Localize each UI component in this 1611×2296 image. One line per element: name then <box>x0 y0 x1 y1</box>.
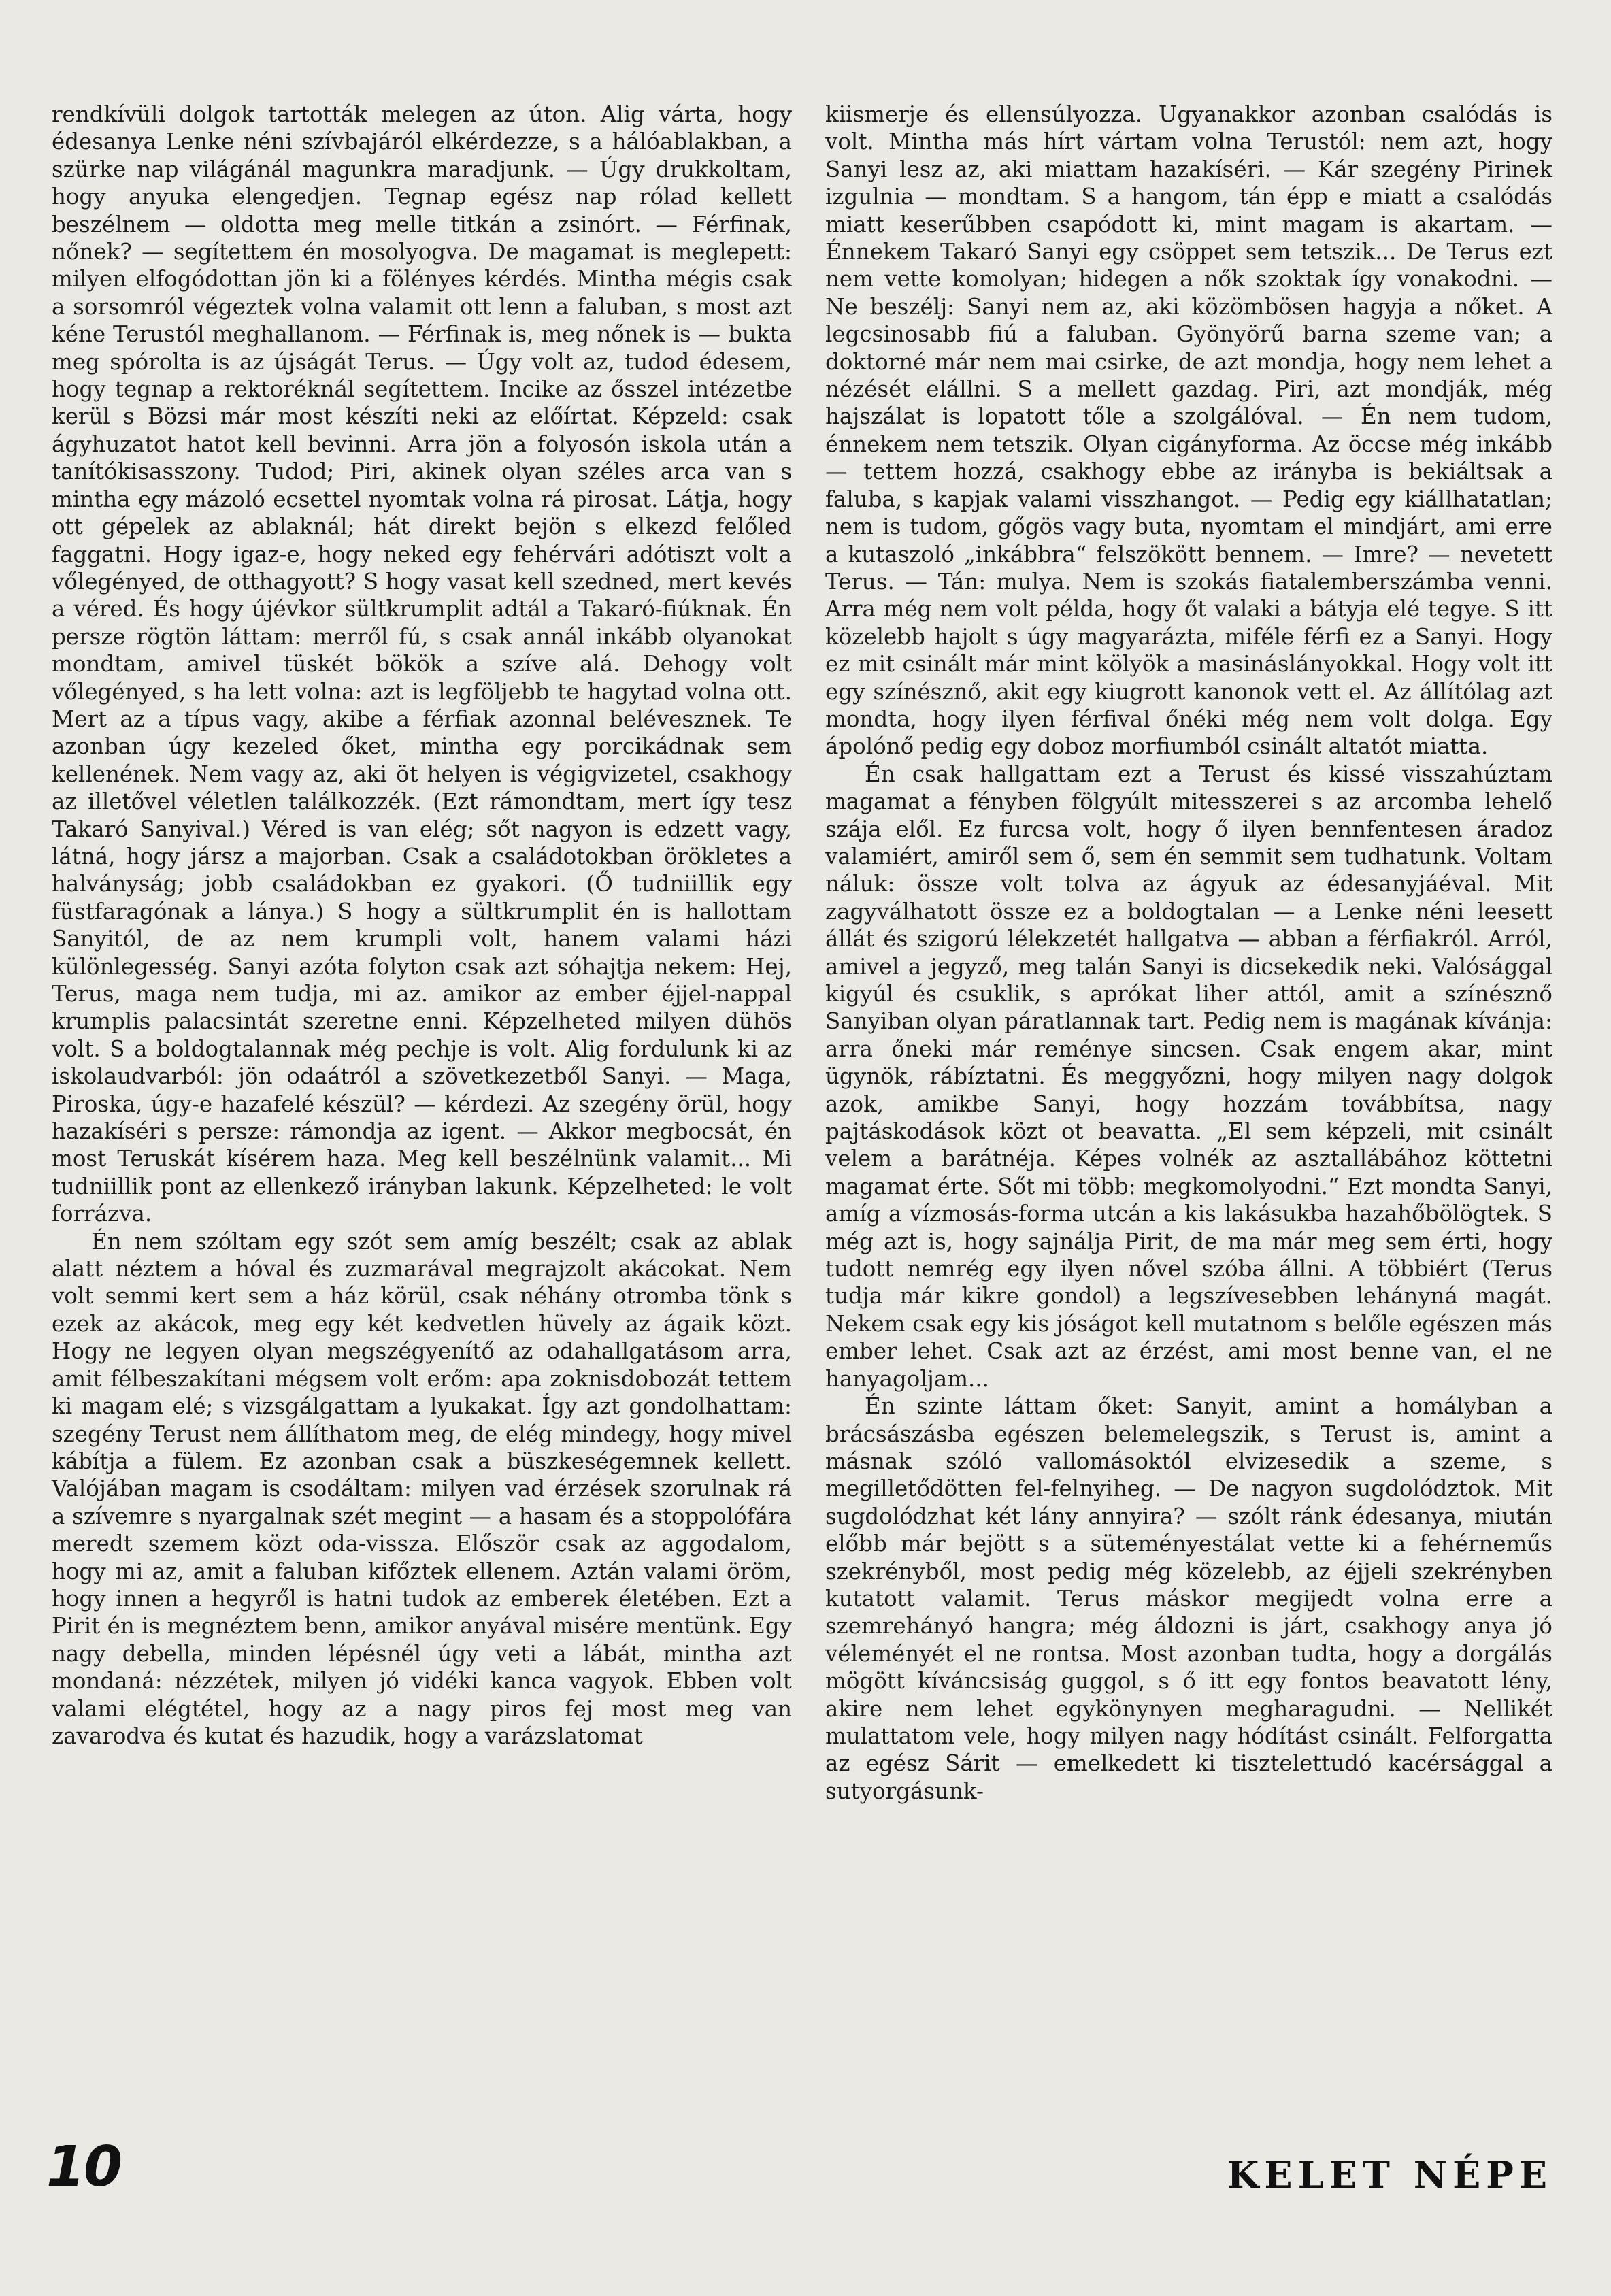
right-column <box>825 101 1552 1805</box>
left-column <box>52 101 792 1750</box>
paragraph: Én nem szóltam egy szót sem amíg beszélt; csak az ablak alatt néztem a hóval és zuzmarával megrajzolt akácokat. Nem volt semmi kert sem a ház körül, csak néhány otromba tönk s ezek az akácok, meg egy két kedvetlen hüvely az ágaik közt. Hogy ne legyen olyan megszégyenítő az odahallgatásom arra, amit félbeszakítani mégsem volt erőm: apa zoknisdobozát tettem ki magam elé; s vizsgálgattam a lyukakat. Így azt gondolhattam: szegény Terust nem állíthatom meg, de elég mindegy, hogy mivel kábítja a fülem. Ez azonban csak a büszkeségemnek kellett. Valójában magam is csodáltam: milyen vad érzések szorulnak rá a szívemre s nyargalnak szét megint — a hasam és a stoppolófára meredt szemem közt oda-vissza. Először csak az aggodalom, hogy mi az, amit a faluban kifőztek ellenem. Aztán valami öröm, hogy innen a hegyről is hatni tudok az emberek életében. Ezt a Pirit én is megnéztem benn, amikor anyával misére mentünk. Egy nagy debella, minden lépésnél úgy veti a lábát, mintha azt mondaná: nézzétek, milyen jó vidéki kanca vagyok. Ebben volt valami elégtétel, hogy az a nagy piros fej most meg van zavarodva és kutat és hazudik, hogy a varázslatomat <box>52 1228 792 1749</box>
paragraph: kiismerje és ellensúlyozza. Ugyanakkor azonban csalódás is volt. Mintha más hírt vártam volna Terustól: nem azt, hogy Sanyi lesz az, aki miattam hazakíséri. — Kár szegény Pirinek izgulnia — mondtam. S a hangom, tán épp e miatt a csalódás miatt keserűbben csapódott ki, mint magam is akartam. — Énnekem Takaró Sanyi egy csöppet sem tetszik... De Terus ezt nem vette komolyan; hidegen a nők szoktak így vonakodni. — Ne beszélj: Sanyi nem az, aki közömbösen hagyja a nőket. A legcsinosabb fiú a faluban. Gyönyörű barna szeme van; a doktorné már nem mai csirke, de azt mondja, hogy nem lehet a nézését elállni. S a mellett gazdag. Piri, azt mondják, még hajszálat is lopatott tőle a szolgálóval. — Én nem tudom, énnekem nem tetszik. Olyan cigányforma. Az öccse még inkább — tettem hozzá, csakhogy ebbe az irányba is bekiáltsak a faluba, s kapjak valami visszhangot. — Pedig egy kiállhatatlan; nem is tudom, gőgös vagy buta, nyomtam el mindjárt, ami erre a kutaszoló „inkábbra“ felszökött bennem. — Imre? — nevetett Terus. — Tán: mulya. Nem is szokás fiatalemberszámba venni. Arra még nem volt példa, hogy őt valaki a bátyja elé tegye. S itt közelebb hajolt s úgy magyarázta, miféle férfi ez a Sanyi. Hogy ez mit csinált már mint kölyök a masináslányokkal. Hogy volt itt egy színésznő, akit egy kiugrott kanonok vett el. Az állítólag azt mondta, hogy ilyen férfival őnéki még nem volt dolga. Egy ápolónő pedig egy doboz morfiumból csinált altatót miatta. <box>825 101 1552 760</box>
paragraph: rendkívüli dolgok tartották melegen az úton. Alig várta, hogy édesanya Lenke néni szívbajáról elkérdezze, s a hálóablakban, a szürke nap világánál magunkra maradjunk. — Úgy drukkoltam, hogy anyuka elengedjen. Tegnap egész nap rólad kellett beszélnem — oldotta meg melle titkán a zsinórt. — Férfinak, nőnek? — segítettem én mosolyogva. De magamat is meglepett: milyen elfogódottan jön ki a fölényes kérdés. Mintha mégis csak a sorsomról végeztek volna valamit ott lenn a faluban, s most azt kéne Terustól meghallanom. — Férfinak is, meg nőnek is — bukta meg spórolta is az újságát Terus. — Úgy volt az, tudod édesem, hogy tegnap a rektoréknál segítettem. Incike az ősszel intézetbe kerül s Bözsi már most készíti neki az előírtat. Képzeld: csak ágyhuzatot hatot kell bevinni. Arra jön a folyosón iskola után a tanítókisasszony. Tudod; Piri, akinek olyan széles arca van s mintha egy mázoló ecsettel nyomtak volna rá pirosat. Látja, hogy ott gépelek az ablaknál; hát direkt bejön s elkezd felőled faggatni. Hogy igaz-e, hogy neked egy fehérvári adótiszt volt a vőlegényed, de otthagyott? S hogy vasat kell szedned, mert kevés a véred. És hogy újévkor sültkrumplit adtál a Takaró-fiúknak. Én persze rögtön láttam: merről fú, s csak annál inkább olyanokat mondtam, amivel tüskét bökök a szíve alá. Dehogy volt vőlegényed, s ha lett volna: azt is legföljebb te hagytad volna ott. Mert az a típus vagy, akibe a férfiak azonnal belévesznek. Te azonban úgy kezeled őket, mintha egy porcikádnak sem kellenének. Nem vagy az, aki öt helyen is végigvizetel, csakhogy az illetővel véletlen találkozzék. (Ezt rámondtam, mert így tesz Takaró Sanyival.) Véred is van elég; sőt nagyon is edzett vagy, látná, hogy jársz a majorban. Csak a családotokban örökletes a halványság; jobb családokban ez gyakori. (Ő tudniillik egy füstfaragónak a lánya.) S hogy a sültkrumplit én is hallottam Sanyitól, de az nem krumpli volt, hanem valami házi különlegesség. Sanyi azóta folyton csak azt sóhajtja nekem: Hej, Terus, maga nem tudja, mi az. amikor az ember éjjel-nappal krumplis palacsintát szeretne enni. Képzelheted milyen dühös volt. S a boldogtalannak még pechje is volt. Alig fordulunk ki az iskolaudvarból: jön odaátról a szövetkezetből Sanyi. — Maga, Piroska, úgy-e hazafelé készül? — kérdezi. Az szegény örül, hogy hazakíséri s persze: rámondja az igent. — Akkor megbocsát, én most Teruskát kísérem haza. Meg kell beszélnünk valamit... Mi tudniillik pont az ellenkező irányban lakunk. Képzelheted: le volt forrázva. <box>52 101 792 1227</box>
magazine-title: KELET NÉPE <box>1227 2153 1552 2197</box>
page-number: 10 <box>46 2135 122 2199</box>
paragraph: Én csak hallgattam ezt a Terust és kissé visszahúztam magamat a fényben fölgyúlt mitesszerei s az arcomba lehelő szája elől. Ez furcsa volt, hogy ő ilyen bennfentesen áradoz valamiért, amiről sem ő, sem én semmit sem tudhatunk. Voltam náluk: össze volt tolva az ágyuk az édesanyjáéval. Mit zagyválhatott össze ez a boldogtalan — a Lenke néni leesett állát és szigorú lélekzetét hallgatva — abban a férfiakról. Arról, amivel a jegyző, meg talán Sanyi is dicsekedik neki. Valósággal kigyúl és csuklik, s aprókat lihег attól, amit a színésznő Sanyiban olyan páratlannak tart. Pedig nem is magának kívánja: arra őneki már reménye sincsen. Csak engem akar, mint ügynök, rábíztatni. És meggyőzni, hogy milyen nagy dolgok azok, amikbe Sanyi, hogy hozzám továbbítsa, nagy pajtáskodások közt ot beavatta. „El sem képzeli, mit csinált velem a barátnéja. Képes volnék az asztallábához köttetni magamat érte. Sőt mi több: megkomolyodni.“ Ezt mondta Sanyi, amíg a vízmosás-forma utcán a kis lakásukba hazahőbölögtek. S még azt is, hogy sajnálja Pirit, de ma már meg sem érti, hogy tudott nemrég egy ilyen nővel szóba állni. A többiért (Terus tudja már kikre gondol) a legszívesebben lehányná magát. Nekem csak egy kis jóságot kell mutatnom s belőle egészen más ember lehet. Csak azt az érzést, ami most benne van, el ne hanyagoljam... <box>825 761 1552 1392</box>
paragraph: Én szinte láttam őket: Sanyit, amint a homályban a brácsászásba egészen belemelegszik, s Terust is, amint a másnak szóló vallomásoktól elvizesedik a szeme, s megilletődötten fel-felnyiheg. — De nagyon sugdolództok. Mit sugdolódzhat két lány annyira? — szólt ránk édesanya, miután előbb már bejött s a süteményestálat vette ki a fehérneműs szekrényből, most pedig még közelebb, az éjjeli szekrényben kutatott valamit. Terus máskor megijedt volna erre a szemrehányó hangra; még áldozni is járt, csakhogy anya jó véleményét el ne rontsa. Most azonban tudta, hogy a dorgálás mögött kíváncsiság guggol, s ő itt egy fontos beavatott lény, akire nem lehet egykönynyen megharagudni. — Nellikét mulattatom vele, hogy milyen nagy hódítást csinált. Felforgatta az egész Sárit — emelkedett ki tisztelettudó kacérsággal a sutyorgásunk- <box>825 1393 1552 1804</box>
